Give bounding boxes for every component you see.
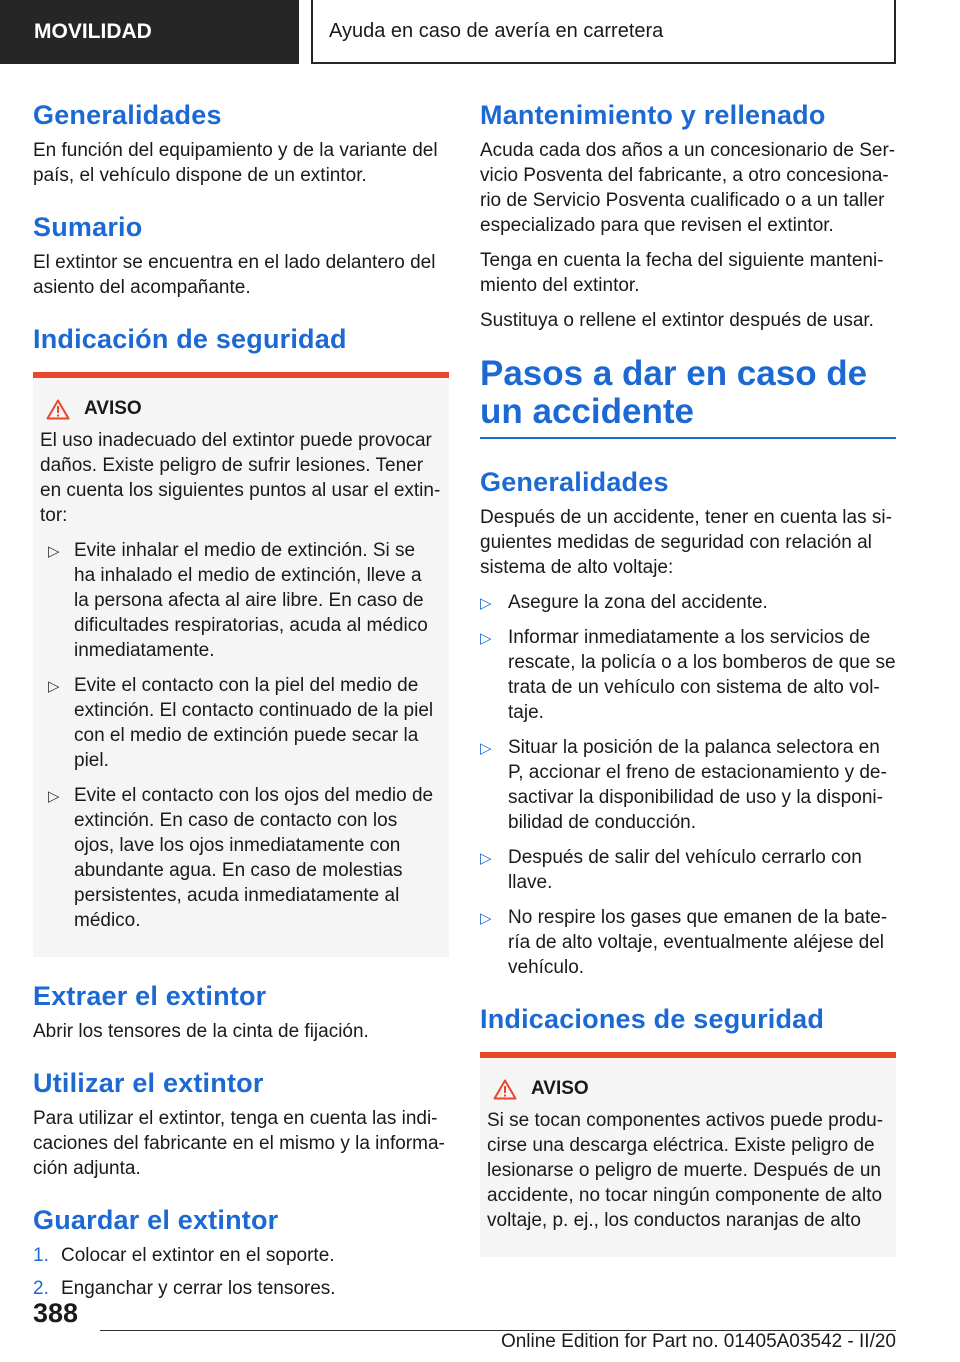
text-extraer: Abrir los tensores de la cinta de fijación. — [33, 1021, 369, 1042]
warning-box — [33, 372, 449, 957]
left-column — [33, 98, 449, 1323]
right-column — [480, 98, 896, 1279]
steps-list — [33, 1243, 449, 1301]
heading-guardar: Guardar el extintor — [33, 1205, 279, 1235]
text-generalidades-accidente: Después de un accidente, tener en cuenta las si-guientes medidas de seguridad con relación al sistema de alto voltaje: — [480, 507, 892, 578]
warning-triangle-icon — [46, 399, 70, 420]
warning-text: Si se tocan componentes activos puede produ-cirse una descarga eléctrica. Existe peligro de lesionarse o peligro de muerte. Después de un accidente, no tocar ningún componente de alto voltaje, p. ej., los conductos naranjas de alto — [487, 1110, 884, 1231]
heading-utilizar: Utilizar el extintor — [33, 1068, 264, 1098]
triangle-bullet-icon: ▷ — [480, 910, 492, 927]
list-item: ▷ No respire los gases que emanen de la bate-ría de alto voltaje, eventualmente aléjese del vehículo. — [480, 907, 888, 978]
heading-rule — [480, 437, 896, 439]
list-item: 2. Enganchar y cerrar los tensores. — [33, 1278, 336, 1299]
triangle-bullet-icon: ▷ — [48, 788, 60, 805]
section-extraer — [33, 979, 449, 1044]
list-item: ▷ Situar la posición de la palanca selectora en P, accionar el freno de estacionamiento y de-sactivar la disponibilidad de uso y la disponi-bilidad de conducción. — [480, 737, 887, 833]
section-utilizar — [33, 1066, 449, 1181]
heading-generalidades-accidente: Generalidades — [480, 467, 669, 497]
section-sumario — [33, 210, 449, 300]
triangle-bullet-icon: ▷ — [48, 678, 60, 695]
warning-label: AVISO — [531, 1078, 589, 1099]
text-mantenimiento-1: Acuda cada dos años a un concesionario de Ser-vicio Posventa del fabricante, a otro concesiona-rio de Servicio Posventa cualificado o a un taller especializado para que revisen el extintor. — [480, 140, 896, 236]
section-generalidades-accidente — [480, 465, 896, 980]
text-sumario: El extintor se encuentra en el lado delantero del asiento del acompañante. — [33, 252, 436, 298]
text-generalidades: En función del equipamiento y de la variante del país, el vehículo dispone de un extintor. — [33, 140, 438, 186]
heading-mantenimiento: Mantenimiento y rellenado — [480, 100, 826, 130]
triangle-bullet-icon: ▷ — [480, 630, 492, 647]
triangle-bullet-icon: ▷ — [480, 740, 492, 757]
warning-text: El uso inadecuado del extintor puede provocar daños. Existe peligro de sufrir lesiones. Tener en cuenta los siguientes puntos al usar el extin-tor: — [40, 430, 441, 526]
text-mantenimiento-3: Sustituya o rellene el extintor después de usar. — [480, 310, 874, 331]
section-indicacion-seguridad — [33, 322, 449, 957]
text-mantenimiento-2: Tenga en cuenta la fecha del siguiente manteni-miento del extintor. — [480, 250, 884, 296]
warning-title — [487, 1078, 888, 1100]
heading-pasos-accidente: Pasos a dar en caso de un accidente — [480, 354, 868, 431]
heading-sumario: Sumario — [33, 212, 143, 242]
text-utilizar: Para utilizar el extintor, tenga en cuenta las indi-caciones del fabricante en el mismo y la informa-ción adjunta. — [33, 1108, 445, 1179]
page-number: 388 — [33, 1298, 79, 1328]
heading-indicaciones-seguridad: Indicaciones de seguridad — [480, 1004, 825, 1034]
warning-label: AVISO — [84, 398, 142, 419]
warning-box — [480, 1052, 896, 1257]
warning-title — [40, 398, 441, 420]
header-section-tab: MOVILIDAD — [0, 0, 299, 64]
accident-measures-list — [480, 590, 896, 980]
heading-indicacion-seguridad: Indicación de seguridad — [33, 324, 347, 354]
list-item: ▷ Evite el contacto con los ojos del medio de extinción. En caso de contacto con los ojos, lave los ojos inmediatamente con abundante agua. En caso de molestias persistentes, acuda inmediatamente al médico. — [48, 785, 434, 931]
list-item: ▷ Evite el contacto con la piel del medio de extinción. El contacto continuado de la piel con el medio de extinción puede secar la piel. — [48, 675, 434, 771]
triangle-bullet-icon: ▷ — [480, 595, 492, 612]
triangle-bullet-icon: ▷ — [480, 850, 492, 867]
section-guardar — [33, 1203, 449, 1301]
list-item: ▷ Después de salir del vehículo cerrarlo con llave. — [480, 847, 862, 893]
section-indicaciones-seguridad — [480, 1002, 896, 1257]
warning-triangle-icon — [493, 1079, 517, 1100]
header-chapter-title: Ayuda en caso de avería en carretera — [311, 0, 896, 64]
list-item: ▷ Evite inhalar el medio de extinción. Si se ha inhalado el medio de extinción, lleve a la persona afecta al aire libre. En caso de dificultades respiratorias, acuda al médico inmediatamente. — [48, 540, 428, 661]
list-item: ▷ Informar inmediatamente a los servicios de rescate, la policía o a los bomberos de que se trata de un vehículo con sistema de alto vol-taje. — [480, 627, 896, 723]
warning-list — [40, 538, 441, 933]
heading-generalidades: Generalidades — [33, 100, 222, 130]
section-mantenimiento — [480, 98, 896, 333]
footer-edition: Online Edition for Part no. 01405A03542 - II/20 — [500, 1331, 896, 1352]
list-item: ▷ Asegure la zona del accidente. — [480, 590, 896, 615]
list-item: 1. Colocar el extintor en el soporte. — [33, 1245, 335, 1266]
section-generalidades — [33, 98, 449, 188]
heading-extraer: Extraer el extintor — [33, 981, 267, 1011]
triangle-bullet-icon: ▷ — [48, 543, 60, 560]
